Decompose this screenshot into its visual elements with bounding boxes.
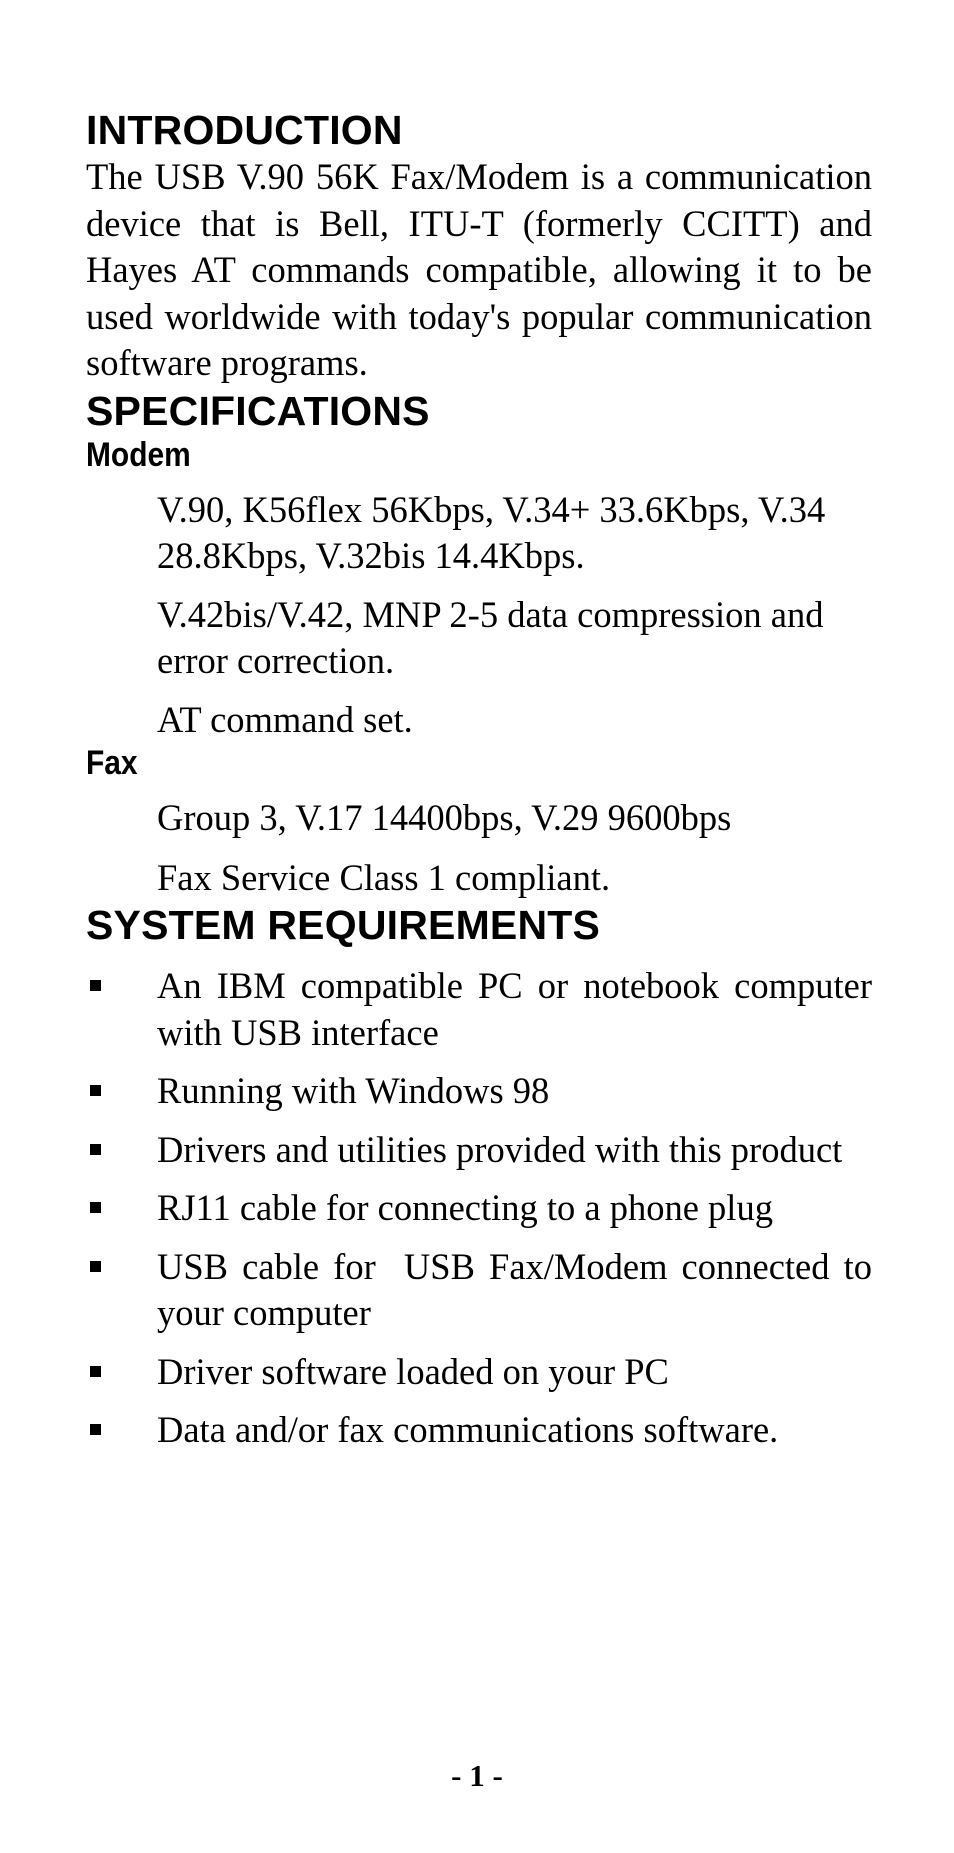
square-bullet-icon <box>90 1424 101 1435</box>
list-item <box>86 1127 872 1174</box>
page-number: - 1 - <box>451 1758 503 1793</box>
system-requirements-heading: SYSTEM REQUIREMENTS <box>86 902 601 948</box>
list-item <box>86 1407 872 1454</box>
requirement-text: Drivers and utilities provided with this product <box>157 1128 843 1170</box>
square-bullet-icon <box>90 1261 101 1272</box>
fax-spec-item: Group 3, V.17 14400bps, V.29 9600bps <box>157 797 732 838</box>
requirement-text: Data and/or fax communications software. <box>157 1409 779 1450</box>
modem-spec-item: V.42bis/V.42, MNP 2-5 data compression and error correction. <box>157 593 824 681</box>
requirement-text: RJ11 cable for connecting to a phone plug <box>157 1187 773 1228</box>
square-bullet-icon <box>90 1144 101 1155</box>
fax-spec-list <box>86 795 872 901</box>
introduction-paragraph: The USB V.90 56K Fax/Modem is a communication device that is Bell, ITU-T (formerly CCITT) and Hayes AT commands compatible, allowing it to be used worldwide with today's popular communication software programs. <box>86 156 872 383</box>
introduction-heading: INTRODUCTION <box>86 107 403 153</box>
requirement-text: An IBM compatible PC or notebook computer with USB interface <box>157 965 872 1053</box>
requirement-text: Running with Windows 98 <box>157 1070 550 1111</box>
square-bullet-icon <box>90 1085 101 1096</box>
list-item <box>86 1244 882 1337</box>
system-requirements-list <box>86 963 882 1454</box>
fax-subheading: Fax <box>86 744 138 782</box>
requirement-text: USB cable for USB Fax/Modem connected to your computer <box>157 1245 882 1333</box>
list-item <box>86 1068 872 1115</box>
list-item <box>86 1185 872 1232</box>
modem-subheading: Modem <box>86 435 191 474</box>
square-bullet-icon <box>90 980 101 991</box>
requirement-text: Driver software loaded on your PC <box>157 1350 669 1392</box>
list-item <box>86 1349 872 1396</box>
square-bullet-icon <box>90 1366 101 1377</box>
modem-spec-list <box>86 487 872 744</box>
specifications-heading: SPECIFICATIONS <box>86 387 430 434</box>
fax-spec-item: Fax Service Class 1 compliant. <box>157 856 611 898</box>
document-page <box>86 106 882 1454</box>
list-item <box>86 963 872 1056</box>
square-bullet-icon <box>90 1202 101 1213</box>
modem-spec-item: V.90, K56flex 56Kbps, V.34+ 33.6Kbps, V.34 28.8Kbps, V.32bis 14.4Kbps. <box>157 488 826 576</box>
modem-spec-item: AT command set. <box>157 698 413 740</box>
